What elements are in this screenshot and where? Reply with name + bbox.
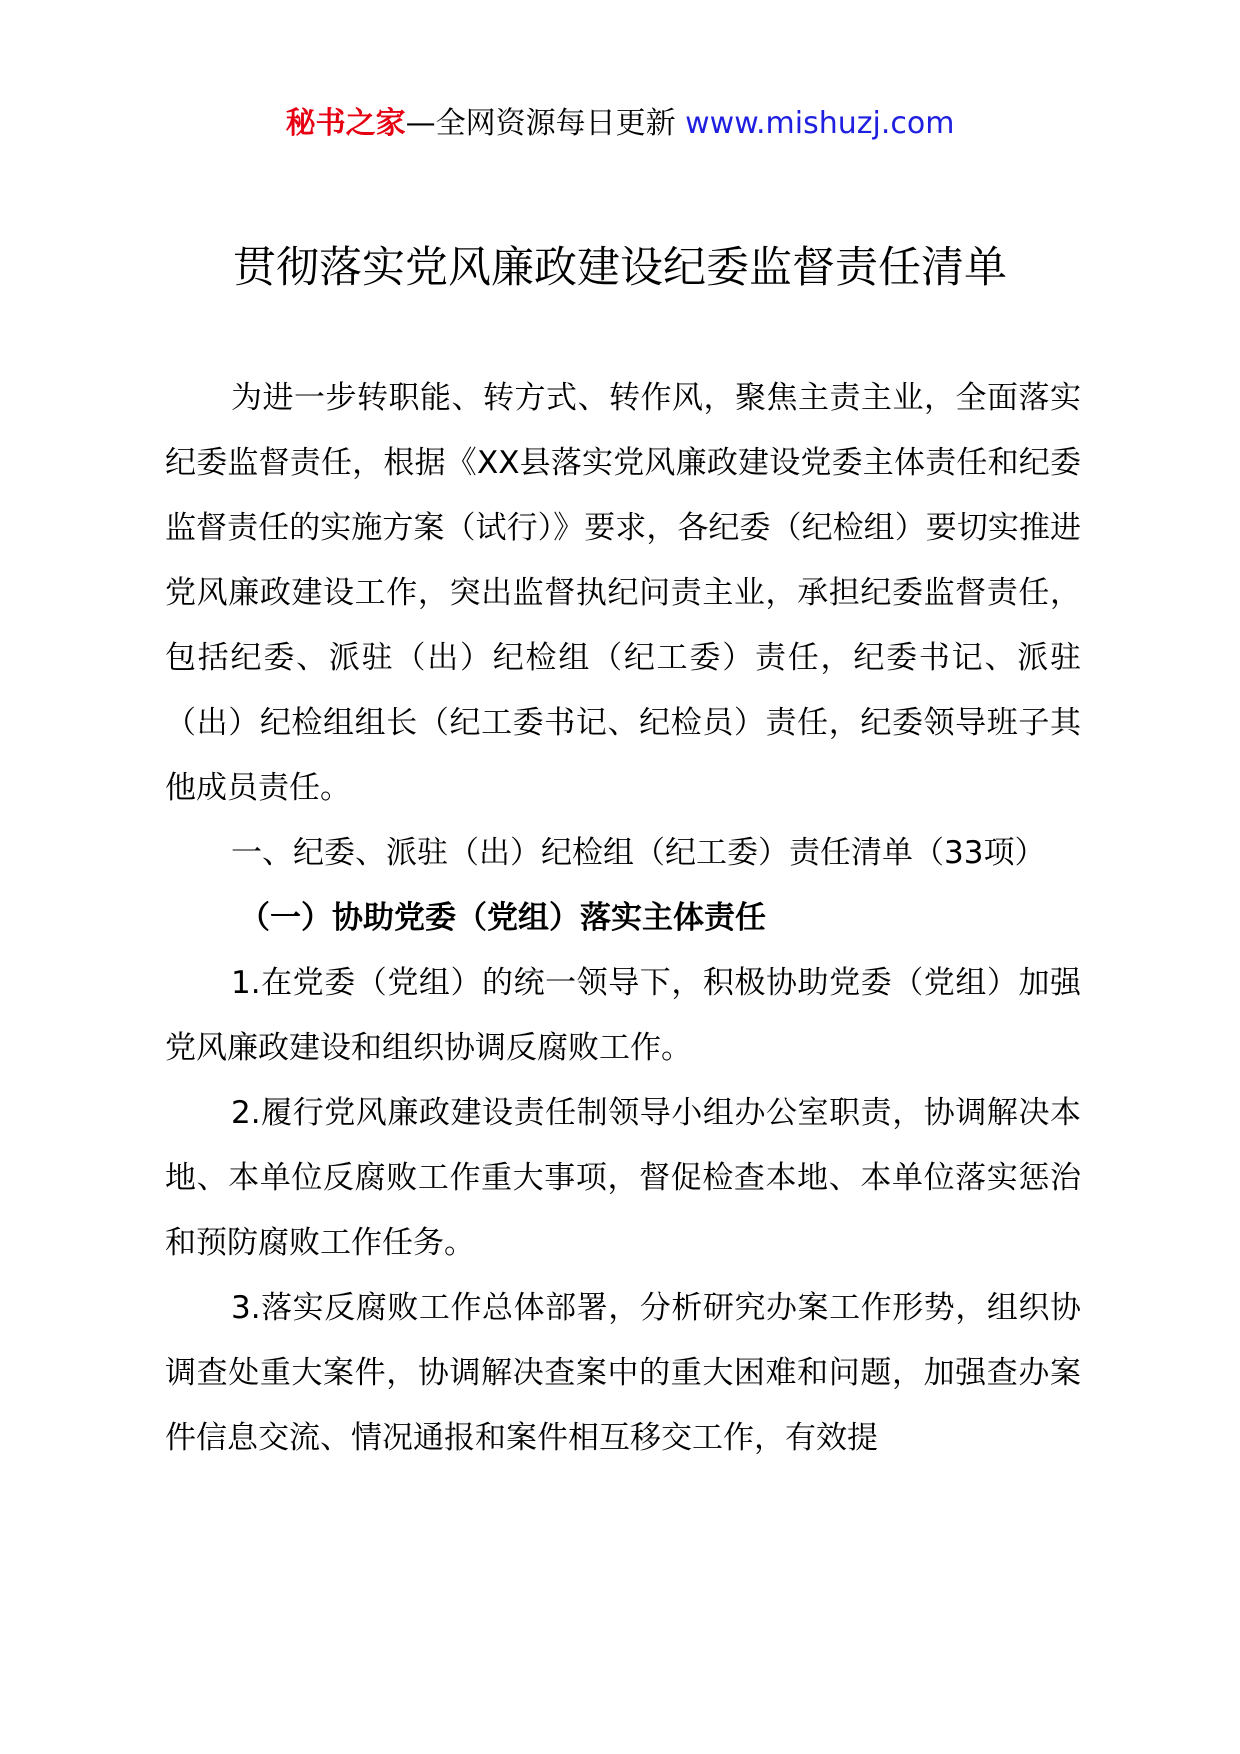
list-item-2: 2.履行党风廉政建设责任制领导小组办公室职责，协调解决本地、本单位反腐败工作重大事项，督促检查本地、本单位落实惩治和预防腐败工作任务。: [165, 1095, 1081, 1261]
list-item-1: 1.在党委（党组）的统一领导下，积极协助党委（党组）加强党风廉政建设和组织协调反腐败工作。: [165, 965, 1081, 1066]
site-header: [0, 98, 1240, 150]
site-tagline: —全网资源每日更新: [405, 106, 676, 141]
subsection-heading-1: （一）协助党委（党组）落实主体责任: [239, 900, 766, 936]
document-body: [165, 366, 1081, 1471]
site-brand: 秘书之家: [285, 106, 406, 141]
intro-paragraph: 为进一步转职能、转方式、转作风，聚焦主责主业，全面落实纪委监督责任，根据《XX县落实党风廉政建设党委主体责任和纪委监督责任的实施方案（试行）》要求，各纪委（纪检组）要切实推进党风廉政建设工作，突出监督执纪问责主业，承担纪委监督责任，包括纪委、派驻（出）纪检组（纪工委）责任，纪委书记、派驻（出）纪检组组长（纪工委书记、纪检员）责任，纪委领导班子其他成员责任。: [165, 380, 1081, 806]
site-url-link[interactable]: www.mishuzj.com: [685, 106, 955, 141]
list-item-3: 3.落实反腐败工作总体部署，分析研究办案工作形势，组织协调查处重大案件，协调解决查案中的重大困难和问题，加强查办案件信息交流、情况通报和案件相互移交工作，有效提: [165, 1290, 1081, 1456]
document-title: 贯彻落实党风廉政建设纪委监督责任清单: [233, 243, 1007, 293]
section-heading-1: 一、纪委、派驻（出）纪检组（纪工委）责任清单（33项）: [231, 835, 1046, 871]
